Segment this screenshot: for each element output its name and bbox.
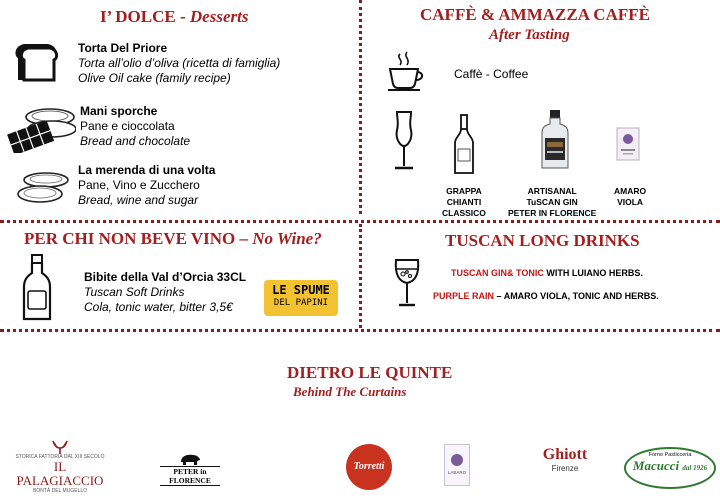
le-spume-logo: LE SPUME DEL PAPINI xyxy=(264,280,338,316)
caption-amaro: AMARO VIOLA xyxy=(614,186,647,207)
divider-horizontal-middle xyxy=(0,220,720,223)
soda-bottle-icon xyxy=(20,253,54,323)
labaro-emblem-icon xyxy=(450,453,464,467)
amaro-viola-label-icon xyxy=(616,127,640,161)
macucci-logo: Forno Pasticceria Macucci dal 1926 xyxy=(624,447,716,489)
footer-title: DIETRO LE QUINTE xyxy=(287,363,453,382)
coffee-label: Caffè - Coffee xyxy=(454,67,529,81)
nowine-item: Bibite della Val d’Orcia 33CL Tuscan Soft Drinks Cola, tonic water, bitter 3,5€ xyxy=(84,270,247,314)
divider-vertical-top xyxy=(359,0,362,214)
footer-subtitle: Behind The Curtains xyxy=(293,384,407,399)
bread-chocolate-icon xyxy=(4,105,76,153)
nowine-title: PER CHI NON BEVE VINO – No Wine? xyxy=(24,229,322,248)
longdrinks-title: TUSCAN LONG DRINKS xyxy=(445,231,640,250)
torretti-logo: Torretti xyxy=(346,444,392,490)
dessert-item-mani-sporche: Mani sporche Pane e cioccolata Bread and chocolate xyxy=(80,104,191,148)
ghiott-logo: Ghiott Firenze xyxy=(542,446,588,473)
coffee-subtitle: After Tasting xyxy=(489,27,570,43)
caption-gin: ARTISANAL TuSCAN GIN PETER IN FLORENCE xyxy=(508,186,597,218)
bread-slices-icon xyxy=(14,170,70,206)
peter-in-florence-logo: PETER in FLORENCE xyxy=(160,452,220,486)
divider-vertical-bottom xyxy=(359,224,362,328)
antlers-icon xyxy=(50,440,70,454)
coffee-cup-icon xyxy=(386,50,426,92)
dessert-item-torta: Torta Del Priore Torta all’olio d’oliva (ricetta di famiglia) Olive Oil cake (family recipe) xyxy=(78,41,281,85)
grappa-glass-icon xyxy=(389,108,419,174)
divider-horizontal-lower xyxy=(0,329,720,332)
longdrink-gin-tonic: TUSCAN GIN& TONIC WITH LUIANO HERBS. xyxy=(451,268,643,278)
desserts-title: I’ DOLCE - Desserts xyxy=(100,7,249,26)
wine-glass-icon xyxy=(393,257,421,309)
gin-bottle-icon xyxy=(538,108,572,172)
labaro-logo: LABARO xyxy=(444,444,470,486)
dessert-item-merenda: La merenda di una volta Pane, Vino e Zucchero Bread, wine and sugar xyxy=(78,163,216,207)
palagiaccio-logo: STORICA FATTORIA DAL XIII SECOLO IL PALAGIACCIO BONTÀ DEL MUGELLO xyxy=(10,440,110,494)
caption-grappa: GRAPPA CHIANTI CLASSICO xyxy=(442,186,486,218)
bread-loaf-icon xyxy=(12,40,62,84)
coffee-title: CAFFÈ & AMMAZZA CAFFÈ xyxy=(420,5,650,24)
longdrink-purple-rain: PURPLE RAIN – AMARO VIOLA, TONIC AND HERBS. xyxy=(433,291,659,301)
boar-icon xyxy=(179,452,201,466)
grappa-bottle-icon xyxy=(452,113,476,177)
